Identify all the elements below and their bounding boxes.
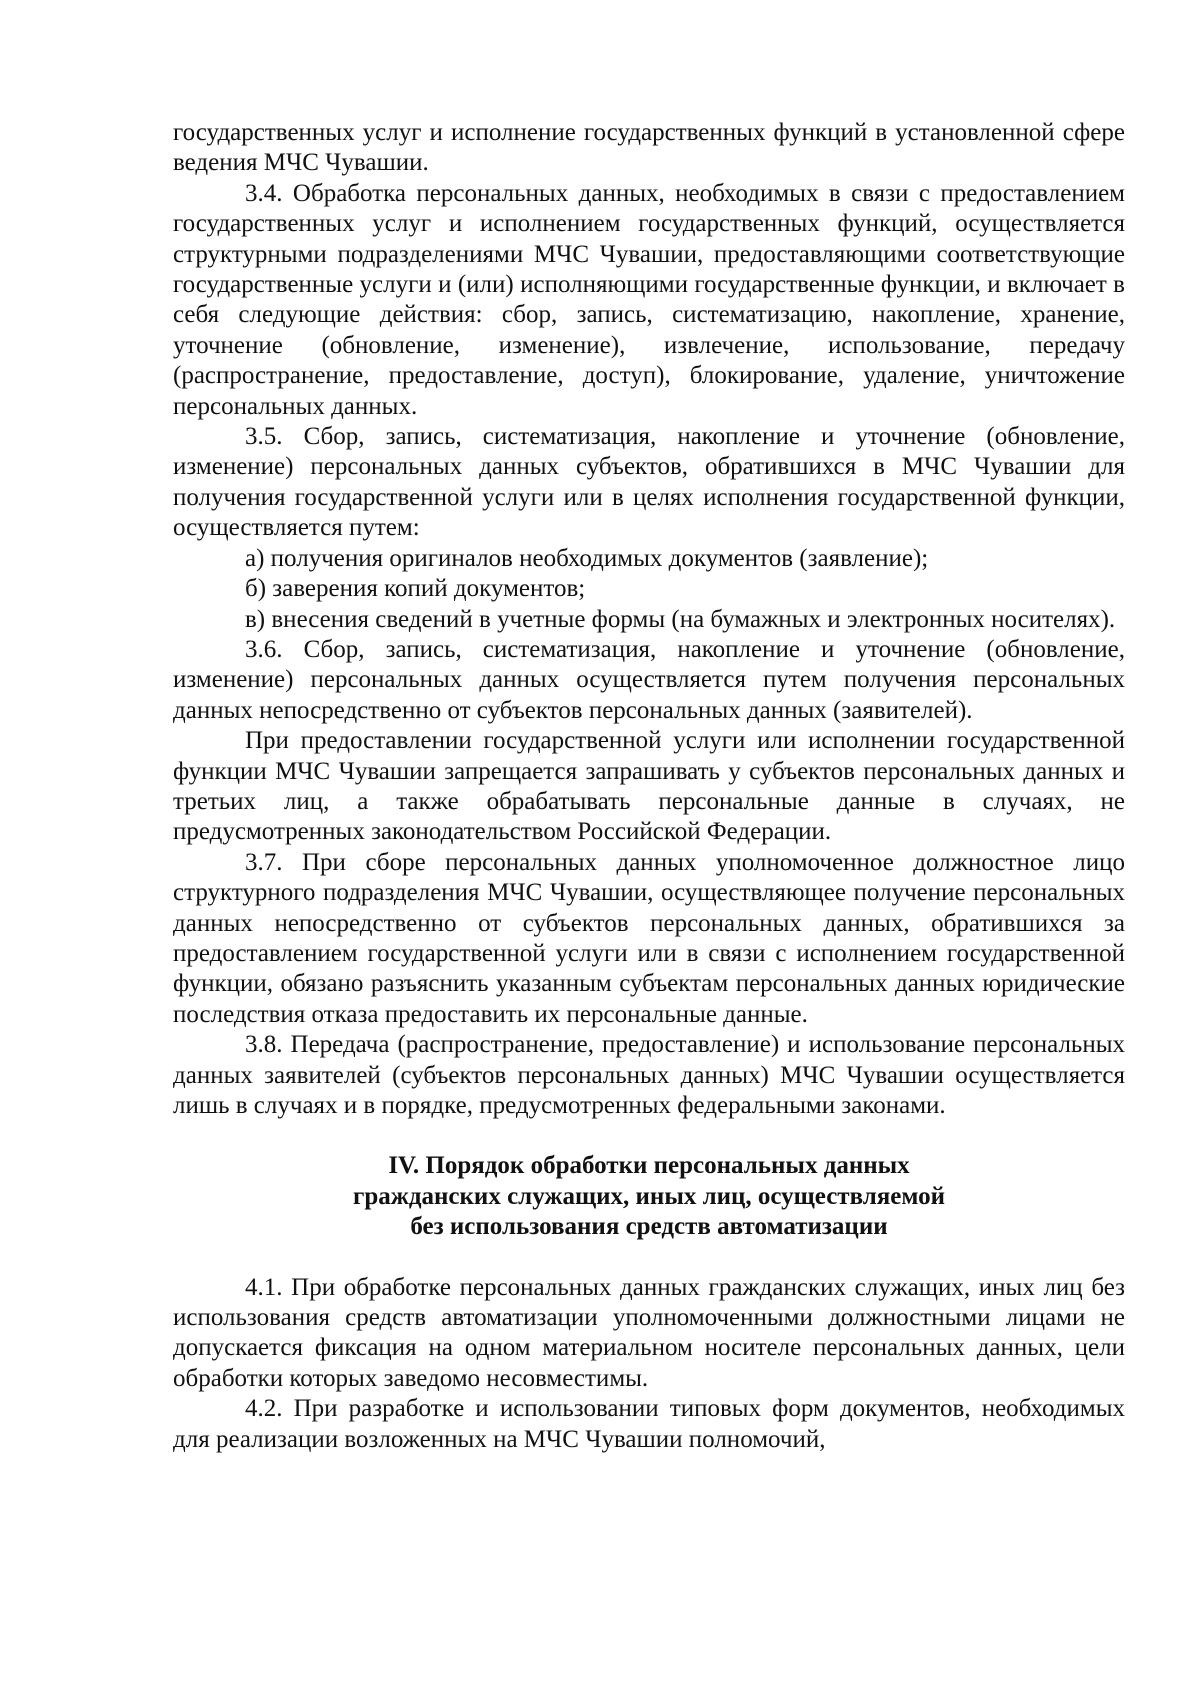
paragraph-4-1: 4.1. При обработке персональных данных гражданских служащих, иных лиц без использования средств автоматизации уполномоченными должностными лицами не допускается фиксация на одном материальном носителе персональных данных, цели обработки которых заведомо несовместимы. xyxy=(173,1273,1125,1392)
paragraph-4-2: 4.2. При разработке и использовании типовых форм документов, необходимых для реализации возложенных на МЧС Чувашии полномочий, xyxy=(173,1395,1125,1453)
list-item-b: б) заверения копий документов; xyxy=(245,575,586,603)
list-item-v: в) внесения сведений в учетные формы (на бумажных и электронных носителях). xyxy=(245,605,1116,633)
heading-line-2: гражданских служащих, иных лиц, осуществляемой xyxy=(352,1182,945,1210)
document-page xyxy=(173,118,1125,1455)
heading-line-3: без использования средств автоматизации xyxy=(410,1213,888,1241)
paragraph-3-5: 3.5. Сбор, запись, систематизация, накопление и уточнение (обновление, изменение) персональных данных субъектов, обратившихся в МЧС Чувашии для получения государственной услуги или в целях исполнения государственной функции, осуществляется путем: xyxy=(173,423,1125,542)
heading-line-1: IV. Порядок обработки персональных данных xyxy=(388,1152,910,1180)
paragraph-3-8: 3.8. Передача (распространение, предоставление) и использование персональных данных заявителей (субъектов персональных данных) МЧС Чувашии осуществляется лишь в случаях и в порядке, предусмотренных федеральными законами. xyxy=(173,1031,1125,1119)
list-item-a: а) получения оригиналов необходимых документов (заявление); xyxy=(245,544,929,572)
paragraph-continuation: государственных услуг и исполнение государственных функций в установленной сфере ведения МЧС Чувашии. xyxy=(173,119,1125,177)
paragraph-3-7: 3.7. При сборе персональных данных уполномоченное должностное лицо структурного подразделения МЧС Чувашии, осуществляющее получение персональных данных непосредственно от субъектов персональных данных, обратившихся за предоставлением государственной услуги или в связи с исполнением государственной функции, обязано разъяснить указанным субъектам персональных данных юридические последствия отказа предоставить их персональные данные. xyxy=(173,848,1125,1028)
paragraph-3-6: 3.6. Сбор, запись, систематизация, накопление и уточнение (обновление, изменение) персональных данных осуществляется путем получения персональных данных непосредственно от субъектов персональных данных (заявителей). xyxy=(173,635,1125,724)
paragraph-3-4: 3.4. Обработка персональных данных, необходимых в связи с предоставлением государственных услуг и исполнением государственных функций, осуществляется структурными подразделениями МЧС Чувашии, предоставляющими соответствующие государственные услуги и (или) исполняющими государственные функции, и включает в себя следующие действия: сбор, запись, систематизацию, накопление, хранение, уточнение (обновление, изменение), извлечение, использование, передачу (распространение, предоставление, доступ), блокирование, удаление, уничтожение персональных данных. xyxy=(173,179,1125,420)
section-heading-iv xyxy=(173,1121,1125,1272)
paragraph-prohibition: При предоставлении государственной услуги или исполнении государственной функции МЧС Чувашии запрещается запрашивать у субъектов персональных данных и третьих лиц, а также обрабатывать персональные данные в случаях, не предусмотренных законодательством Российской Федерации. xyxy=(173,727,1125,846)
